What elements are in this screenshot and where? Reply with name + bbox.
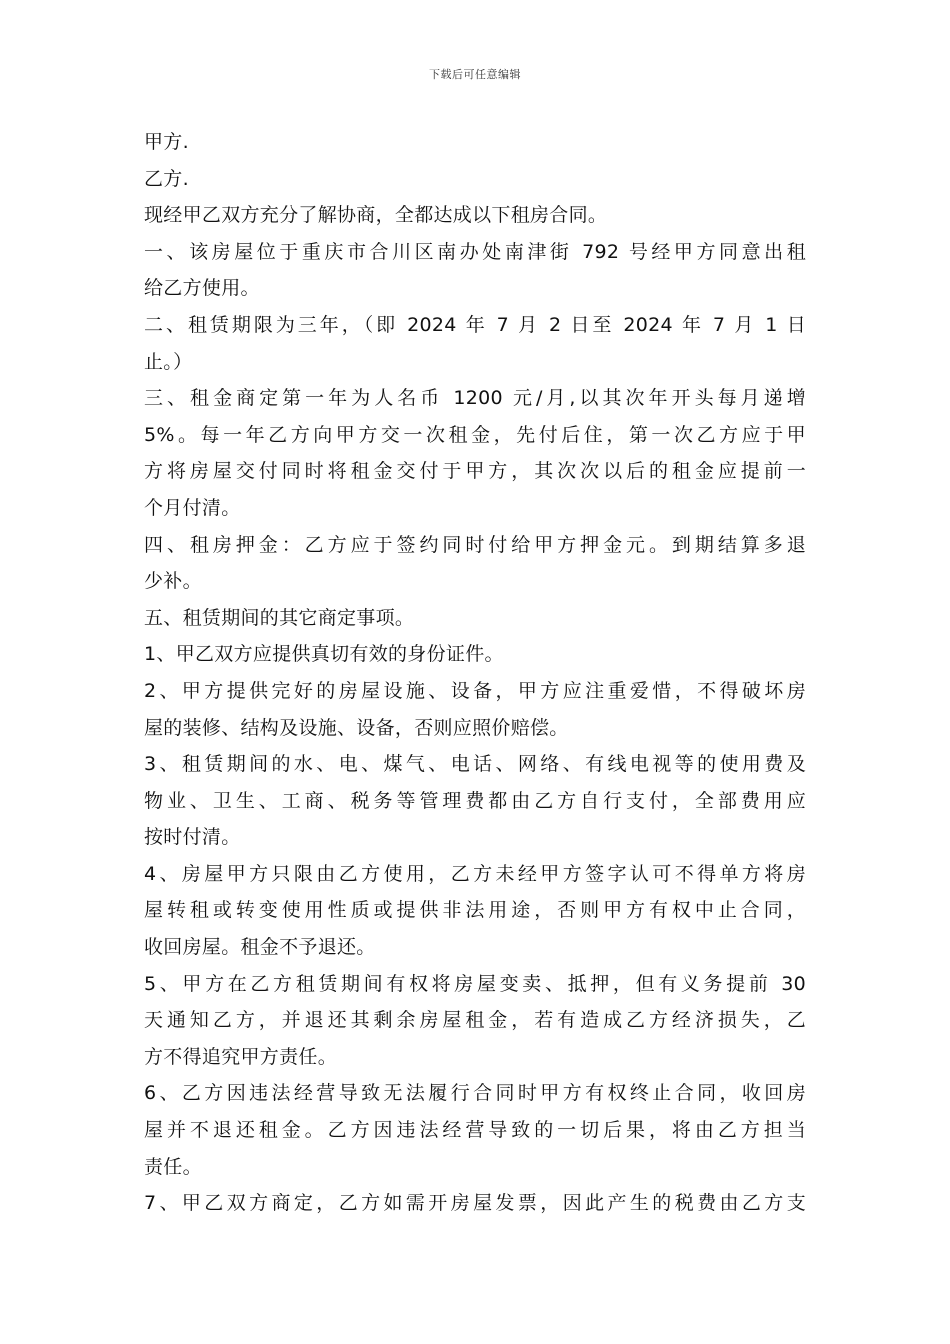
text-line: 5、甲方在乙方租赁期间有权将房屋变卖、抵押，但有义务提前 30 <box>144 972 806 995</box>
text-line: 2、甲方提供完好的房屋设施、设备，甲方应注重爱惜，不得破坏房 <box>144 679 806 702</box>
text-line: 方将房屋交付同时将租金交付于甲方，其次次以后的租金应提前一 <box>144 460 806 483</box>
text-line: 7、甲乙双方商定，乙方如需开房屋发票，因此产生的税费由乙方支 <box>144 1192 806 1215</box>
text-line: 1、甲乙双方应提供真切有效的身份证件。 <box>144 643 504 666</box>
text-line: 四、租房押金：乙方应于签约同时付给甲方押金元。到期结算多退 <box>144 533 806 556</box>
text-line: 4、房屋甲方只限由乙方使用，乙方未经甲方签字认可不得单方将房 <box>144 862 806 885</box>
text-line: 五、租赁期间的其它商定事项。 <box>144 606 415 629</box>
text-line: 方不得追究甲方责任。 <box>144 1045 338 1068</box>
text-line: 个月付清。 <box>144 496 241 519</box>
text-line: 6、乙方因违法经营导致无法履行合同时甲方有权终止合同，收回房 <box>144 1082 806 1105</box>
text-line: 二、租赁期限为三年，（即 2024 年 7 月 2 日至 2024 年 7 月 1 日 <box>144 313 806 336</box>
text-line: 责任。 <box>144 1155 202 1178</box>
text-line: 给乙方使用。 <box>144 277 260 300</box>
text-line: 屋的装修、结构及设施、设备，否则应照价赔偿。 <box>144 716 569 739</box>
text-line: 5%。每一年乙方向甲方交一次租金，先付后住，第一次乙方应于甲 <box>144 423 806 446</box>
text-line: 天通知乙方，并退还其剩余房屋租金，若有造成乙方经济损失，乙 <box>144 1009 806 1032</box>
text-line: 物业、卫生、工商、税务等管理费都由乙方自行支付，全部费用应 <box>144 789 806 812</box>
text-line: 一、该房屋位于重庆市合川区南办处南津街 792 号经甲方同意出租 <box>144 240 806 263</box>
page-header: 下载后可任意编辑 <box>429 68 521 81</box>
contract-body <box>144 124 806 1222</box>
text-line: 屋转租或转变使用性质或提供非法用途，否则甲方有权中止合同， <box>144 899 806 922</box>
text-line: 甲方. <box>144 131 189 153</box>
text-line: 收回房屋。租金不予退还。 <box>144 936 376 959</box>
text-line: 止。） <box>144 350 193 373</box>
text-line: 按时付清。 <box>144 826 241 849</box>
text-line: 3、租赁期间的水、电、煤气、电话、网络、有线电视等的使用费及 <box>144 753 806 776</box>
text-line: 现经甲乙双方充分了解协商，全都达成以下租房合同。 <box>144 204 608 227</box>
text-line: 少补。 <box>144 570 202 593</box>
text-line: 乙方. <box>144 167 189 190</box>
text-line: 屋并不退还租金。乙方因违法经营导致的一切后果，将由乙方担当 <box>144 1119 806 1142</box>
text-line: 三、租金商定第一年为人名币 1200 元/月,以其次年开头每月递增 <box>144 387 806 410</box>
